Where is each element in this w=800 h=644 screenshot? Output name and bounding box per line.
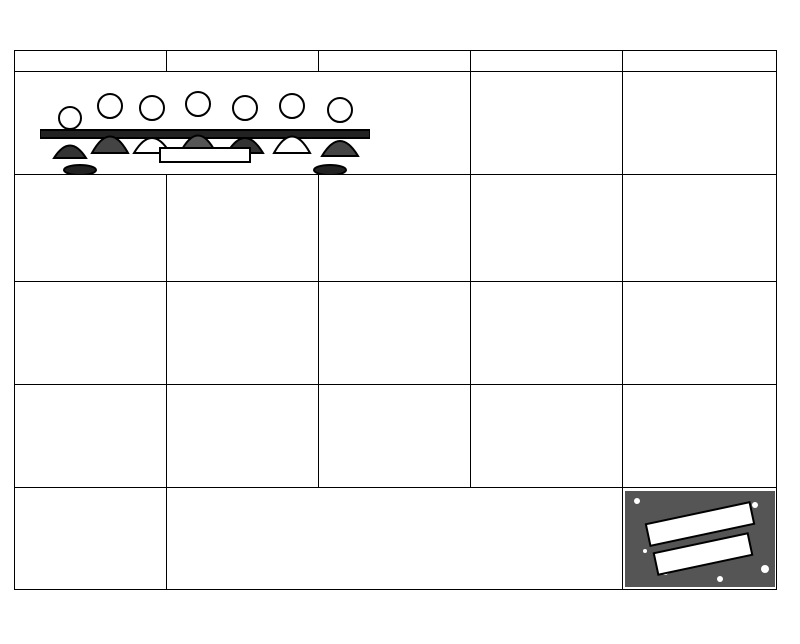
day-header-tuesday [167,51,319,72]
extras-cell [471,488,623,590]
day-menu [319,385,470,402]
day-menu [319,175,470,192]
lunch-prices [319,488,471,498]
day-header-thursday [471,51,623,72]
day-menu [471,385,622,402]
lunch-prices-cell [319,488,471,590]
day-cell [319,175,471,282]
day-cell [15,385,167,488]
day-menu [15,282,166,299]
day-menu [471,72,622,89]
day-cell [319,282,471,385]
day-menu [167,385,318,402]
week-row-6 [15,488,777,590]
welcome-back-clipart [625,491,775,587]
day-cell [471,282,623,385]
day-menu [15,385,166,402]
day-header-friday [623,51,777,72]
week-row-2 [15,175,777,282]
day-menu [167,175,318,192]
day-cell [471,175,623,282]
day-menu [319,282,470,299]
day-cell [623,282,777,385]
day-menu [623,385,776,402]
week-row-4 [15,385,777,488]
day-menu [15,488,166,505]
day-cell [319,385,471,488]
day-menu [471,282,622,299]
day-cell [15,282,167,385]
day-cell [167,282,319,385]
day-menu [471,175,622,192]
day-menu [15,175,166,192]
day-cell [471,72,623,175]
week-row-1 [15,72,777,175]
menu-calendar [14,50,777,590]
day-cell [15,488,167,590]
week-row-3 [15,282,777,385]
welcome-cell [623,488,777,590]
day-cell [623,385,777,488]
day-header-monday [15,51,167,72]
kids-lunch-clipart [40,78,370,175]
day-header-row [15,51,777,72]
day-cell [471,385,623,488]
clipart-cell [15,72,471,175]
day-menu [623,72,776,89]
day-cell [623,72,777,175]
breakfast-prices [167,488,319,498]
day-cell [623,175,777,282]
day-cell [167,175,319,282]
breakfast-prices-cell [167,488,319,590]
day-header-wednesday [319,51,471,72]
day-menu [623,282,776,299]
day-menu [623,175,776,192]
day-cell [15,175,167,282]
weeks-body [15,175,777,488]
day-cell [167,385,319,488]
day-menu [167,282,318,299]
extras-prices [471,488,623,498]
